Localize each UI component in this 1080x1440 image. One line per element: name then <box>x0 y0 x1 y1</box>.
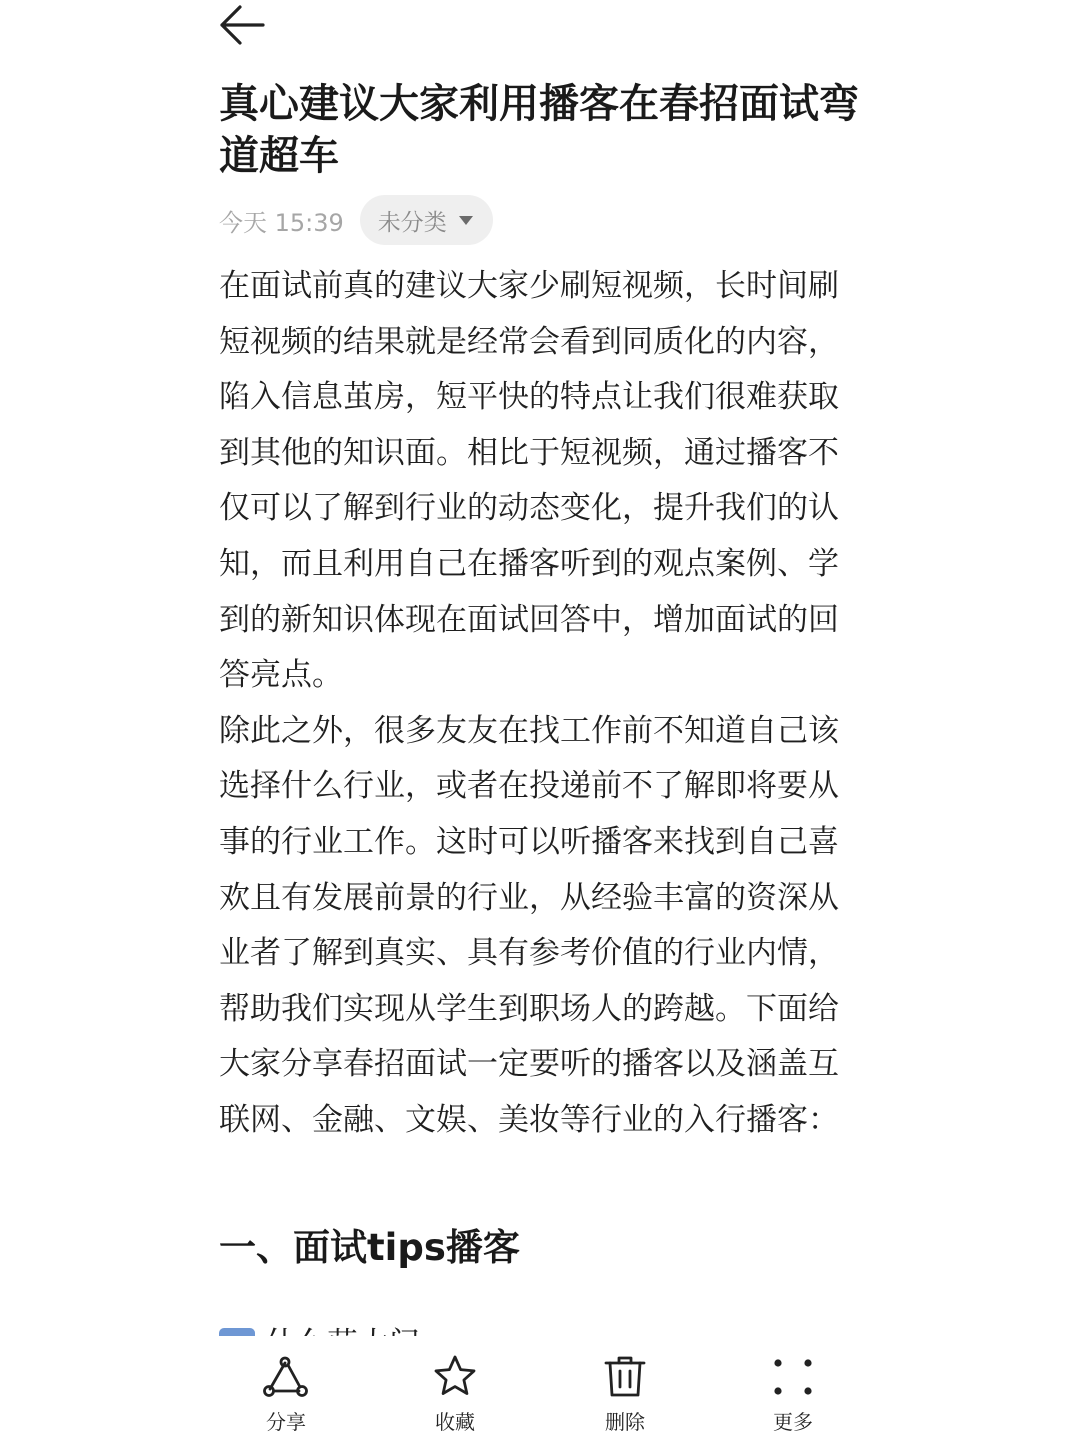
star-icon <box>430 1354 480 1400</box>
category-dropdown[interactable] <box>360 195 493 245</box>
delete-label: 删除 <box>605 1410 645 1434</box>
more-button[interactable] <box>733 1354 853 1435</box>
favorite-button[interactable] <box>395 1354 515 1435</box>
note-meta <box>219 194 859 246</box>
paragraph: 在面试前真的建议大家少刷短视频，长时间刷短视频的结果就是经常会看到同质化的内容，陷入信息茧房，短平快的特点让我们很难获取到其他的知识面。相比于短视频，通过播客不仅可以了解到行业的动态变化，提升我们的认知，而且利用自己在播客听到的观点案例、学到的新知识体现在面试回答中，增加面试的回答亮点。 <box>219 268 839 694</box>
delete-button[interactable] <box>565 1354 685 1435</box>
more-label: 更多 <box>773 1410 813 1434</box>
chevron-down-icon <box>459 216 473 225</box>
bottom-toolbar <box>0 1336 1080 1440</box>
category-label: 未分类 <box>377 209 447 236</box>
back-button[interactable] <box>214 2 270 48</box>
paragraph: 除此之外，很多友友在找工作前不知道自己该选择什么行业，或者在投递前不了解即将要从事的行业工作。这时可以听播客来找到自己喜欢且有发展前景的行业，从经验丰富的资深从业者了解到真实、具有参考价值的行业内情，帮助我们实现从学生到职场人的跨越。下面给大家分享春招面试一定要听的播客以及涵盖互联网、金融、文娱、美妆等行业的入行播客： <box>219 712 839 1138</box>
share-label: 分享 <box>266 1410 306 1434</box>
arrow-left-icon <box>214 2 270 48</box>
share-icon <box>261 1354 311 1400</box>
trash-icon <box>600 1354 650 1400</box>
more-dots-icon <box>768 1354 818 1400</box>
timestamp: 今天 15:39 <box>219 208 344 237</box>
note-content <box>219 78 859 1273</box>
share-button[interactable] <box>226 1354 346 1435</box>
section-heading: 一、面试tips播客 <box>219 1225 520 1269</box>
note-body[interactable] <box>219 259 859 1149</box>
note-title: 真心建议大家利用播客在春招面试弯道超车 <box>219 81 859 179</box>
favorite-label: 收藏 <box>435 1410 475 1434</box>
checklist-item <box>219 1328 449 1336</box>
